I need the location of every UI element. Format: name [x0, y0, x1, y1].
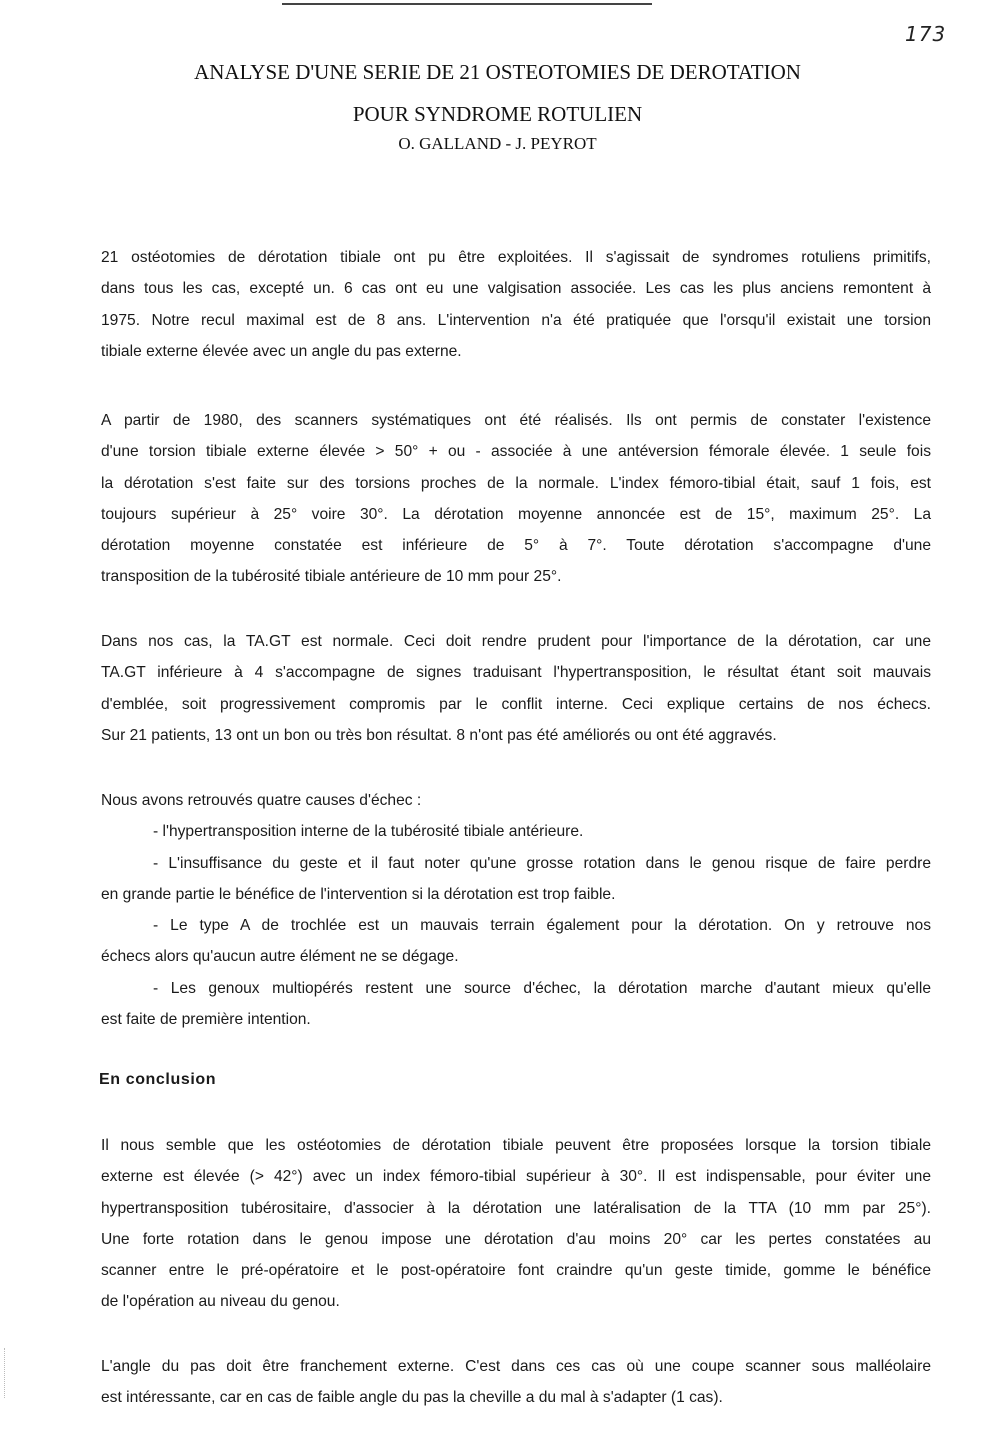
text-line: Nous avons retrouvés quatre causes d'échec :	[101, 792, 422, 809]
text-line: dérotation moyenne constatée est inférieure de 5° à 7°. Toute dérotation s'accompagne d'une	[101, 537, 931, 555]
text-line: en grande partie le bénéfice de l'intervention si la dérotation est trop faible.	[101, 885, 616, 903]
page-number: 173	[905, 22, 947, 46]
section-heading-conclusion: En conclusion	[99, 1071, 217, 1088]
list-item: - Les genoux multiopérés restent une source d'échec, la dérotation marche d'autant mieux qu'elle	[153, 979, 931, 997]
text-line: 21 ostéotomies de dérotation tibiale ont pu être exploitées. Il s'agissait de syndromes rotuliens primitifs,	[101, 249, 931, 266]
text-line: hypertransposition tubérositaire, d'associer à la dérotation une latéralisation de la TTA (10 mm par 25°).	[101, 1199, 931, 1217]
paragraph-1	[101, 242, 931, 367]
list-item: - L'insuffisance du geste et il faut noter qu'une grosse rotation dans le genou risque de faire perdre	[153, 854, 931, 872]
paragraph-6	[101, 1351, 931, 1414]
paragraph-3	[101, 626, 931, 751]
paragraph-4-failure-causes	[101, 785, 931, 1035]
text-line: dans tous les cas, excepté un. 6 cas ont eu une valgisation associée. Les cas les plus anciens remontent à	[101, 280, 931, 298]
text-line: est intéressante, car en cas de faible angle du pas la cheville a du mal à s'adapter (1 cas).	[101, 1389, 723, 1407]
text-line: est faite de première intention.	[101, 1011, 311, 1029]
text-line: A partir de 1980, des scanners systématiques ont été réalisés. Ils ont permis de constater l'existence	[101, 412, 931, 429]
title-block	[0, 56, 995, 154]
authors: O. GALLAND - J. PEYROT	[398, 134, 597, 153]
title-line-2: POUR SYNDROME ROTULIEN	[352, 102, 643, 126]
text-line: scanner entre le pré-opératoire et le post-opératoire font craindre qu'un geste timide, gomme le bénéfice	[101, 1262, 931, 1280]
title-line-1: ANALYSE D'UNE SERIE DE 21 OSTEOTOMIES DE DEROTATION	[194, 60, 801, 84]
text-line: toujours supérieur à 25° voire 30°. La dérotation moyenne annoncée est de 15°, maximum 25°. La	[101, 505, 931, 523]
text-line: Sur 21 patients, 13 ont un bon ou très bon résultat. 8 n'ont pas été améliorés ou ont été aggravés.	[101, 726, 777, 744]
scan-top-rule	[282, 3, 652, 5]
text-line: échecs alors qu'aucun autre élément ne se dégage.	[101, 948, 459, 966]
text-line: la dérotation s'est faite sur des torsions proches de la normale. L'index fémoro-tibial était, sauf 1 fois, est	[101, 474, 931, 492]
text-line: d'emblée, soit progressivement compromis par le conflit interne. Ceci explique certains de nos échecs.	[101, 695, 931, 713]
paragraph-2	[101, 405, 931, 593]
paragraph-5	[101, 1130, 931, 1318]
text-line: de l'opération au niveau du genou.	[101, 1293, 340, 1311]
list-item: - Le type A de trochlée est un mauvais terrain également pour la dérotation. On y retrouve nos	[153, 917, 931, 935]
list-item: - l'hypertransposition interne de la tubérosité tibiale antérieure.	[153, 823, 584, 841]
text-line: Dans nos cas, la TA.GT est normale. Ceci doit rendre prudent pour l'importance de la dérotation, car une	[101, 633, 931, 650]
text-line: Il nous semble que les ostéotomies de dérotation tibiale peuvent être proposées lorsque la torsion tibiale	[101, 1137, 931, 1154]
text-line: Une forte rotation dans le genou impose une dérotation d'au moins 20° car les pertes constatées au	[101, 1230, 931, 1248]
text-line: d'une torsion tibiale externe élevée > 50° + ou - associée à une antéversion fémorale élevée. 1 seule fois	[101, 443, 931, 461]
text-line: L'angle du pas doit être franchement externe. C'est dans ces cas où une coupe scanner sous malléolaire	[101, 1358, 931, 1375]
text-line: transposition de la tubérosité tibiale antérieure de 10 mm pour 25°.	[101, 568, 562, 586]
text-line: externe est élevée (> 42°) avec un index fémoro-tibial supérieur à 30°. Il est indispensable, pour éviter une	[101, 1168, 931, 1186]
text-line: TA.GT inférieure à 4 s'accompagne de signes traduisant l'hypertransposition, le résultat étant soit mauvais	[101, 664, 931, 682]
text-line: 1975. Notre recul maximal est de 8 ans. L'intervention n'a été pratiquée que l'orsqu'il existait une torsion	[101, 311, 931, 329]
text-line: tibiale externe élevée avec un angle du pas externe.	[101, 342, 462, 360]
scan-margin-mark	[4, 1348, 6, 1398]
